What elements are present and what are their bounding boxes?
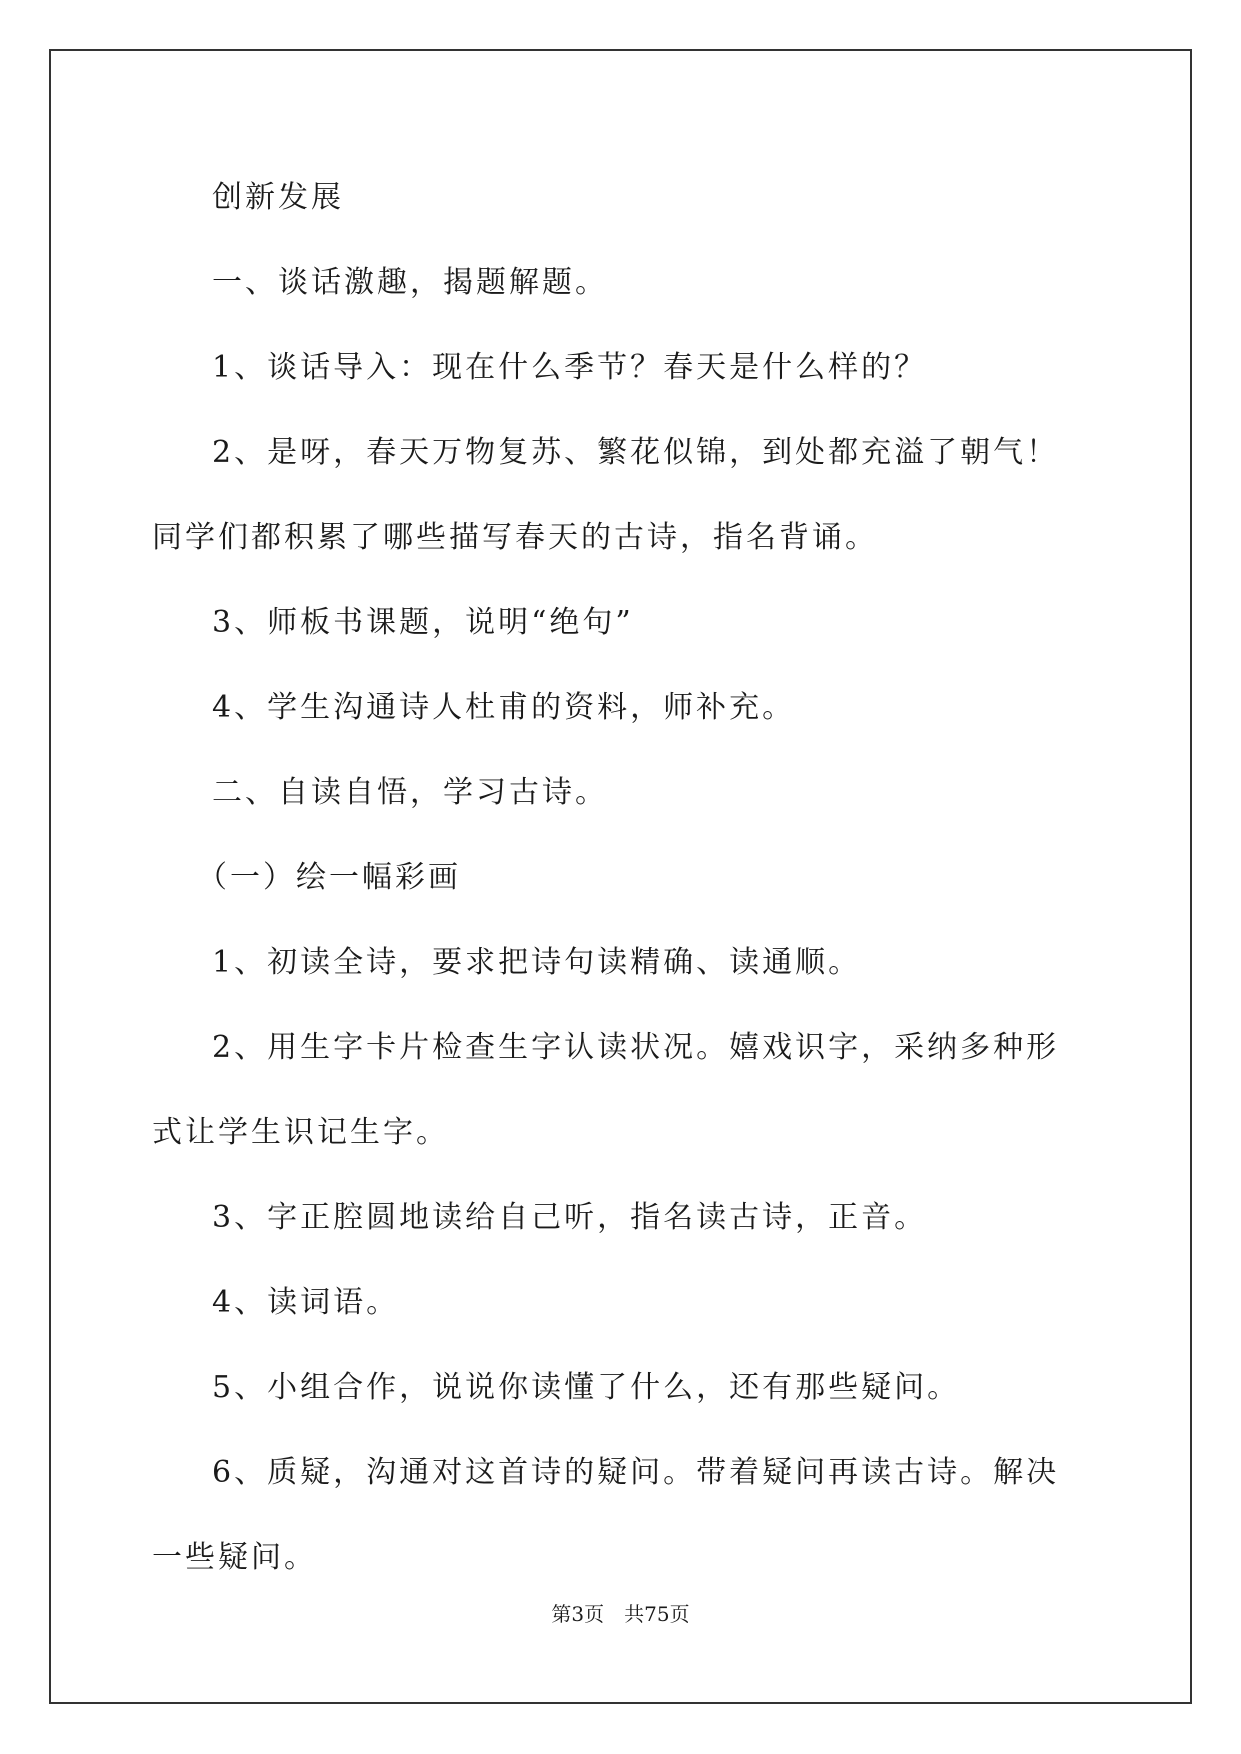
paragraph: 创新发展 — [212, 180, 344, 215]
paragraph: 4、学生沟通诗人杜甫的资料，师补充。 — [212, 690, 796, 725]
paragraph: 3、字正腔圆地读给自己听，指名读古诗，正音。 — [212, 1200, 928, 1235]
paragraph: 2、是呀，春天万物复苏、繁花似锦，到处都充溢了朝气！同学们都积累了哪些描写春天的古诗，指名背诵。 — [152, 435, 1060, 555]
paragraph: 3、师板书课题，说明“绝句” — [212, 605, 634, 640]
paragraph: 1、谈话导入：现在什么季节？春天是什么样的？ — [212, 350, 928, 385]
paragraph: 5、小组合作，说说你读懂了什么，还有那些疑问。 — [212, 1370, 961, 1405]
section-heading: 一、谈话激趣，揭题解题。 — [212, 265, 608, 300]
subsection-heading: （一）绘一幅彩画 — [197, 860, 461, 895]
document-body — [152, 155, 1087, 1600]
page-total: 共75页 — [624, 1602, 690, 1626]
page-footer — [0, 1598, 1241, 1627]
paragraph: 2、用生字卡片检查生字认读状况。嬉戏识字，采纳多种形式让学生识记生字。 — [152, 1030, 1060, 1150]
paragraph: 1、初读全诗，要求把诗句读精确、读通顺。 — [212, 945, 862, 980]
page-number: 第3页 — [551, 1602, 605, 1626]
section-heading: 二、自读自悟，学习古诗。 — [212, 775, 608, 810]
paragraph: 4、读词语。 — [212, 1285, 400, 1320]
paragraph: 6、质疑，沟通对这首诗的疑问。带着疑问再读古诗。解决一些疑问。 — [152, 1455, 1060, 1575]
